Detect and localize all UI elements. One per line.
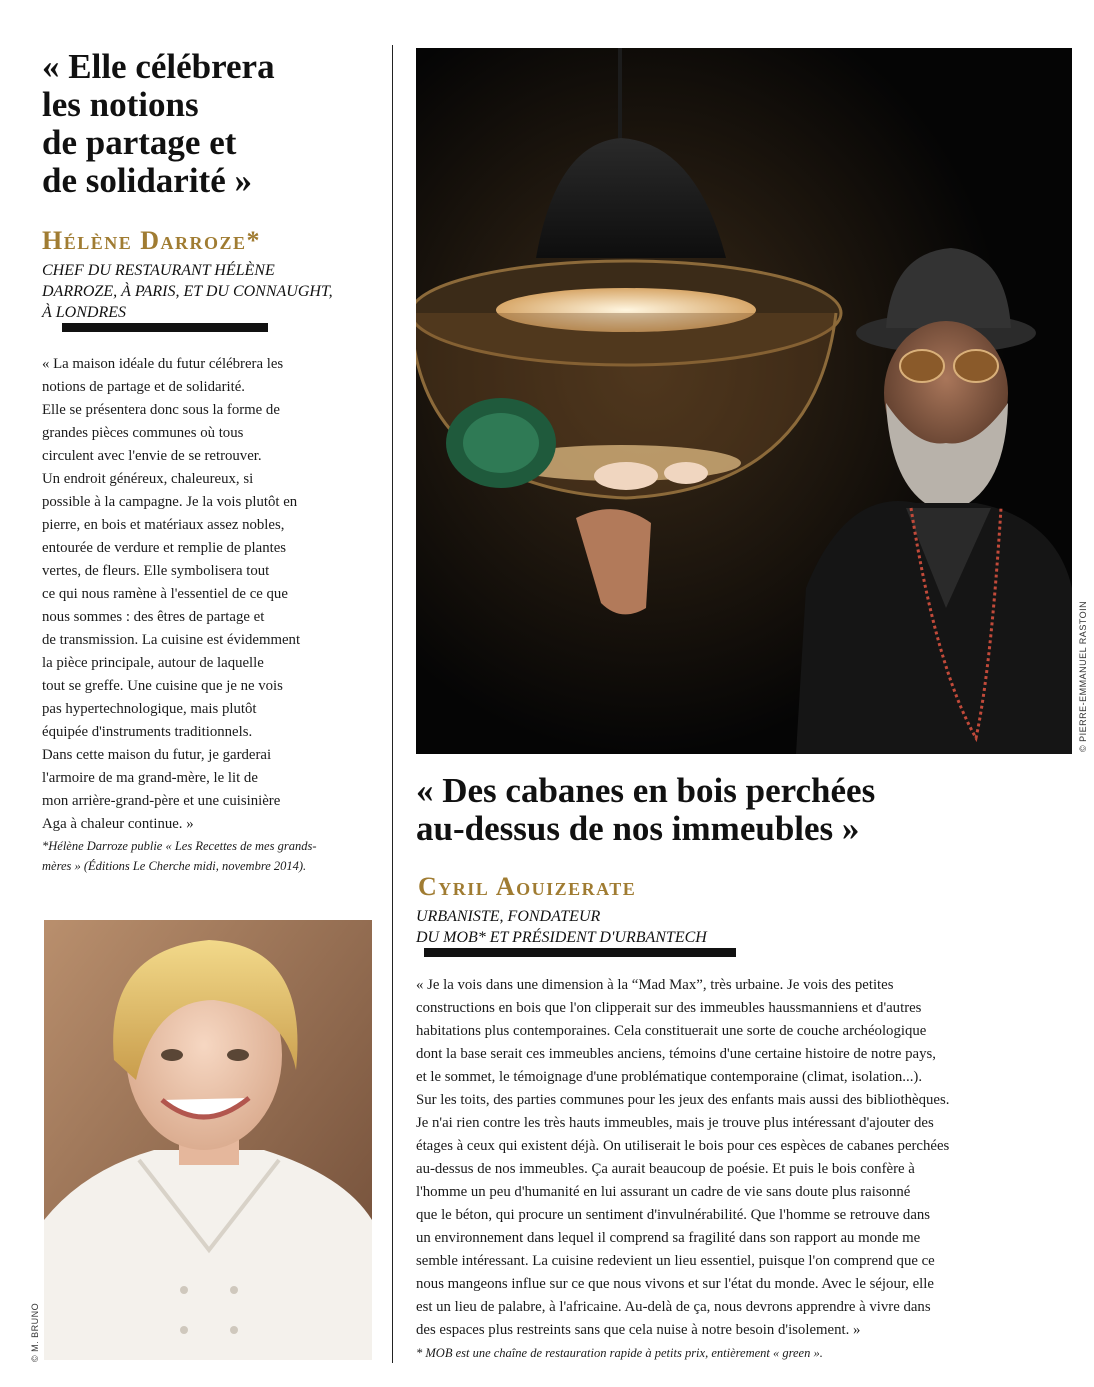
body-line: est un lieu de palabre, à l'africaine. Au-delà de ça, nous devrons apprendre à vivre dans: [416, 1299, 931, 1315]
urbanist-photo: [416, 48, 1072, 754]
body-line: étages à ceux qui existent déjà. On utiliserait le bois pour ces espèces de cabanes perchées: [416, 1138, 950, 1154]
left-quote-title: [42, 48, 374, 200]
column-divider: [392, 45, 393, 1363]
right-person-name: Cyril Aouizerate: [418, 872, 637, 901]
left-body-text: [42, 353, 374, 836]
footnote-line: mères » (Éditions Le Cherche midi, novembre 2014).: [42, 859, 307, 873]
body-line: grandes pièces communes où tous: [42, 425, 244, 441]
left-role-line: CHEF DU RESTAURANT HÉLÈNE: [42, 262, 275, 279]
body-line: la pièce principale, autour de laquelle: [42, 655, 264, 671]
left-person-name: Hélène Darroze*: [42, 226, 262, 255]
role-rule-bar: [62, 323, 268, 332]
body-line: Un endroit généreux, chaleureux, si: [42, 471, 254, 487]
body-line: Aga à chaleur continue. »: [42, 816, 194, 832]
right-quote-line: « Des cabanes en bois perchées: [416, 771, 876, 810]
right-role-line: [416, 927, 1074, 957]
right-role-line: URBANISTE, FONDATEUR: [416, 908, 601, 925]
body-line: notions de partage et de solidarité.: [42, 379, 245, 395]
body-line: circulent avec l'envie de se retrouver.: [42, 448, 262, 464]
left-quote-line: les notions: [42, 85, 199, 124]
body-line: « La maison idéale du futur célébrera les: [42, 356, 284, 372]
body-line: au-dessus de nos immeubles. Ça aurait beaucoup de poésie. Et puis le bois confère à: [416, 1161, 915, 1177]
left-quote-line: de partage et: [42, 123, 237, 162]
right-footnote: [416, 1343, 1074, 1363]
left-footnote: [42, 836, 374, 876]
body-line: que le béton, qui procure un sentiment d'invulnérabilité. Que l'homme se retrouve dans: [416, 1207, 931, 1223]
body-line: pas hypertechnologique, mais plutôt: [42, 701, 257, 717]
chef-portrait-photo: [44, 920, 372, 1360]
body-line: habitations plus contemporaines. Cela constituerait une sorte de couche archéologique: [416, 1023, 927, 1039]
body-line: pierre, en bois et matériaux assez nobles,: [42, 517, 285, 533]
body-line: vertes, de fleurs. Elle symbolisera tout: [42, 563, 270, 579]
footnote-line: * MOB est une chaîne de restauration rapide à petits prix, entièrement « green ».: [416, 1346, 823, 1360]
body-line: ce qui nous ramène à l'essentiel de ce que: [42, 586, 288, 602]
body-line: et le sommet, le témoignage d'une problématique contemporaine (climat, isolation...).: [416, 1069, 923, 1085]
body-line: Sur les toits, des parties communes pour les jeux des enfants mais aussi des bibliothèques.: [416, 1092, 950, 1108]
body-line: Elle se présentera donc sous la forme de: [42, 402, 280, 418]
body-line: entourée de verdure et remplie de plantes: [42, 540, 287, 556]
left-quote-line: de solidarité »: [42, 161, 252, 200]
body-line: des espaces plus restreints sans que cela nuise à notre besoin d'isolement. »: [416, 1322, 861, 1338]
body-line: dont la base serait ces immeubles anciens, témoins d'une certaine histoire de notre pays,: [416, 1046, 936, 1062]
right-person-role: [416, 906, 1074, 957]
role-rule-bar: [424, 948, 736, 957]
left-photo-credit: © M. BRUNO: [30, 1302, 40, 1362]
left-article: [42, 47, 374, 873]
body-line: possible à la campagne. Je la vois plutôt en: [42, 494, 298, 510]
body-line: un environnement dans lequel il comprend sa fragilité dans son rapport au monde me: [416, 1230, 921, 1246]
body-line: nous mangeons influe sur ce que nous vivons et sur l'état du monde. Avec le séjour, elle: [416, 1276, 934, 1292]
right-quote-title: [416, 772, 1074, 848]
body-line: Je n'ai rien contre les très hauts immeubles, mais je trouve plus intéressant d'ajouter des: [416, 1115, 934, 1131]
footnote-line: *Hélène Darroze publie « Les Recettes de mes grands-: [42, 839, 317, 853]
body-line: mon arrière-grand-père et une cuisinière: [42, 793, 281, 809]
body-line: semble intéressant. La cuisine redevient un lieu essentiel, puisque l'on comprend que ce: [416, 1253, 935, 1269]
left-role-line-text: À LONDRES: [42, 304, 126, 321]
body-line: de transmission. La cuisine est évidemment: [42, 632, 301, 648]
body-line: constructions en bois que l'on clipperait sur des immeubles haussmanniens et d'autres: [416, 1000, 922, 1016]
lamp-portrait-illustration: [416, 48, 1072, 754]
body-line: « Je la vois dans une dimension à la “Mad Max”, très urbaine. Je vois des petites: [416, 977, 894, 993]
body-line: l'homme un peu d'humanité en lui assurant un cadre de vie sans doute plus raisonné: [416, 1184, 911, 1200]
body-line: Dans cette maison du futur, je garderai: [42, 747, 272, 763]
right-photo-credit: © PIERRE-EMMANUEL RASTOIN: [1078, 600, 1088, 752]
body-line: l'armoire de ma grand-mère, le lit de: [42, 770, 258, 786]
body-line: tout se greffe. Une cuisine que je ne vois: [42, 678, 283, 694]
right-body-text: [416, 974, 1074, 1342]
left-person-role: [42, 260, 374, 332]
right-article: [416, 771, 1074, 1360]
body-line: nous sommes : des êtres de partage et: [42, 609, 265, 625]
left-role-line: DARROZE, À PARIS, ET DU CONNAUGHT,: [42, 283, 333, 300]
left-quote-line: « Elle célébrera: [42, 47, 275, 86]
chef-portrait-illustration: [44, 920, 372, 1360]
right-role-line-text: DU MOB* ET PRÉSIDENT D'URBANTECH: [416, 929, 707, 946]
right-quote-line: au-dessus de nos immeubles »: [416, 809, 860, 848]
left-role-line: [42, 302, 374, 332]
body-line: équipée d'instruments traditionnels.: [42, 724, 253, 740]
